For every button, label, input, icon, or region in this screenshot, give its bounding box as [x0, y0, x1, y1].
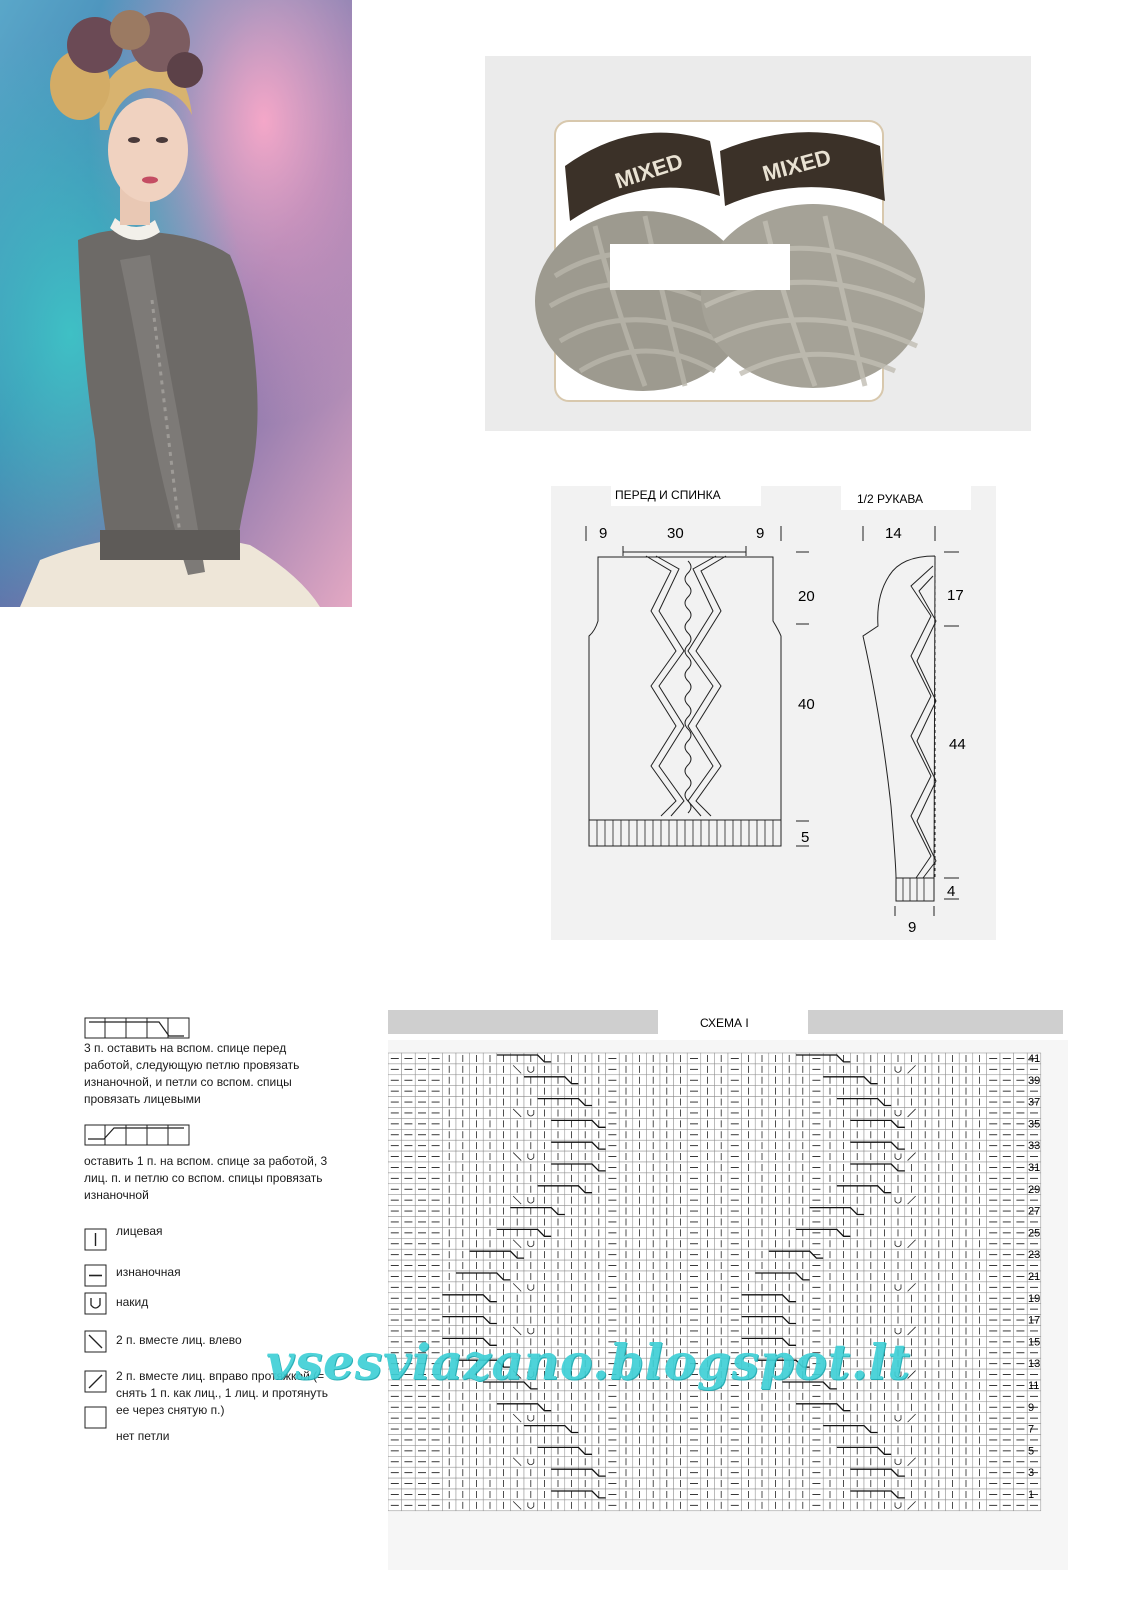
k2tog-left-icon: [84, 1330, 108, 1354]
front-dim-rib: 5: [801, 829, 810, 846]
sleeve-dim-length: 44: [949, 736, 966, 753]
row-number: 37: [1028, 1096, 1041, 1109]
k2tog-right-line-1: 2 п. вместе лиц. вправо протяжкой (=: [116, 1369, 325, 1383]
yarn-brand-label-1: MIXED: [611, 148, 686, 194]
cable-left-symbol: [84, 1120, 194, 1150]
knit-icon: [84, 1228, 108, 1252]
front-back-title: ПЕРЕД И СПИНКА: [615, 488, 721, 502]
legend-no-stitch-label: нет петли: [116, 1429, 170, 1443]
yarn-brand-label-2: MIXED: [759, 144, 834, 187]
row-number: 9: [1028, 1401, 1035, 1414]
row-number: 23: [1028, 1249, 1041, 1262]
k2tog-right-line-2: снять 1 п. как лиц., 1 лиц. и протянуть: [116, 1386, 328, 1400]
row-number: 27: [1028, 1205, 1041, 1218]
front-dim-shoulder-right: 9: [756, 525, 765, 542]
cable-right-line-1: 3 п. оставить на вспом. спице перед: [84, 1041, 287, 1055]
row-number: 35: [1028, 1118, 1041, 1131]
sleeve-dim-cap: 17: [947, 587, 964, 604]
row-number: 5: [1028, 1445, 1035, 1458]
cable-right-line-4: провязать лицевыми: [84, 1092, 201, 1106]
row-number: 13: [1028, 1358, 1041, 1371]
k2tog-right-line-3: ее через снятую п.): [116, 1403, 225, 1417]
row-number: 15: [1028, 1336, 1041, 1349]
row-number: 39: [1028, 1074, 1041, 1087]
row-number: 41: [1028, 1053, 1041, 1065]
row-number: 11: [1028, 1380, 1040, 1392]
chart-svg: [388, 1010, 1068, 1570]
k2tog-right-icon: [84, 1370, 108, 1394]
row-number: 19: [1028, 1292, 1041, 1305]
redaction-box: [610, 244, 790, 290]
sleeve-dim-cuff: 4: [947, 883, 956, 900]
legend-k2tog-left-label: 2 п. вместе лиц. влево: [116, 1333, 242, 1347]
no-stitch-icon: [84, 1406, 108, 1430]
row-number: 25: [1028, 1227, 1041, 1240]
purl-icon: [84, 1264, 108, 1288]
row-number: 21: [1028, 1271, 1041, 1283]
watermark: vsesviazano.blogspot.lt: [266, 1333, 911, 1391]
row-number: 33: [1028, 1140, 1041, 1153]
sleeve-dim-cuff-width: 9: [908, 919, 917, 936]
yarn-photo: [485, 56, 1031, 431]
legend-yarn-over-label: накид: [116, 1295, 149, 1309]
cable-left-line-1: оставить 1 п. на вспом. спице за работой, 3: [84, 1154, 328, 1168]
cable-left-line-3: изнаночной: [84, 1188, 149, 1202]
row-number: 29: [1028, 1183, 1041, 1196]
knitting-chart: [388, 1010, 1068, 1570]
chart-title: СХЕМА I: [700, 1016, 749, 1030]
cable-right-line-2: работой, следующую петлю провязать: [84, 1058, 300, 1072]
legend-knit-label: лицевая: [116, 1224, 163, 1238]
front-dim-shoulder-left: 9: [599, 525, 608, 542]
sleeve-title: 1/2 РУКАВА: [857, 492, 923, 506]
front-dim-body: 40: [798, 696, 815, 713]
row-number: 31: [1028, 1162, 1041, 1174]
cable-left-line-2: лиц. п. и петлю со вспом. спицы провязать: [84, 1171, 323, 1185]
yarn-over-icon: [84, 1292, 108, 1316]
row-number: 17: [1028, 1314, 1041, 1327]
front-dim-neck: 30: [667, 525, 684, 542]
model-photo: [0, 0, 352, 607]
row-number: 1: [1028, 1489, 1035, 1501]
row-number: 7: [1028, 1423, 1035, 1436]
legend-purl-label: изнаночная: [116, 1265, 181, 1279]
schematics-drawing: [551, 486, 996, 940]
cable-right-symbol: [84, 1010, 194, 1040]
front-dim-armhole: 20: [798, 588, 815, 605]
cable-right-line-3: изнаночной, и петли со вспом. спицы: [84, 1075, 292, 1089]
sleeve-dim-top: 14: [885, 525, 902, 542]
row-number: 3: [1028, 1467, 1035, 1480]
